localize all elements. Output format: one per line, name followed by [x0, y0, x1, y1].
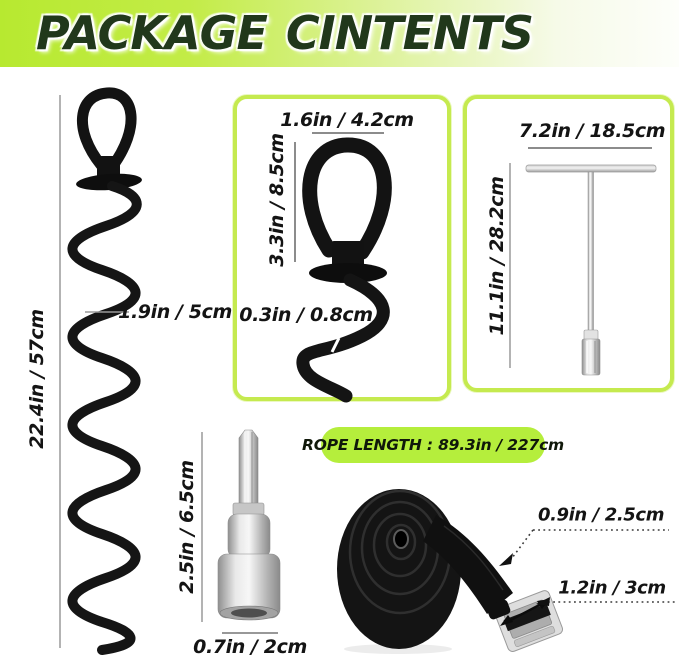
adapter-collar [233, 503, 264, 515]
loop-height-label: 3.3in / 8.5cm [266, 133, 288, 267]
strap-width-label: 0.9in / 2.5cm [537, 504, 665, 526]
page-title: PACKAGE CINTENTS [36, 6, 534, 60]
loop-closeup-eye [310, 145, 385, 252]
strap-width-arrowhead [499, 553, 513, 566]
anchor-loop [82, 93, 131, 167]
wrench-width-label: 7.2in / 18.5cm [518, 120, 666, 142]
wrench-socket [582, 339, 600, 375]
rope-length-badge [301, 427, 565, 463]
anchor-length-label: 22.4in / 57cm [26, 309, 48, 449]
anchor-helix [72, 186, 136, 650]
rod-diameter-label: 0.3in / 0.8cm [239, 304, 373, 326]
loop-width-label: 1.6in / 4.2cm [280, 109, 414, 131]
wrench-handle-bar [526, 165, 656, 172]
adapter-diameter-label: 0.7in / 2cm [193, 636, 307, 658]
t-wrench-illustration [510, 148, 656, 375]
loop-closeup-illustration [295, 133, 387, 396]
socket-adapter-illustration [202, 430, 280, 633]
adapter-hex-shank [239, 430, 258, 504]
loop-closeup-helix [303, 280, 383, 396]
wrench-height-label: 11.1in / 28.2cm [486, 176, 508, 336]
rope-coil-hole [394, 530, 408, 548]
spiral-anchor-illustration [60, 93, 142, 650]
adapter-body [228, 514, 270, 558]
rope-length-text: ROPE LENGTH : 89.3in / 227cm [301, 436, 565, 454]
anchor-coil-label: 1.9in / 5cm [118, 301, 232, 323]
wrench-socket-collar [584, 330, 598, 340]
adapter-length-label: 2.5in / 6.5cm [176, 460, 198, 594]
buckle-width-label: 1.2in / 3cm [558, 577, 666, 599]
wrench-shaft [588, 172, 594, 332]
